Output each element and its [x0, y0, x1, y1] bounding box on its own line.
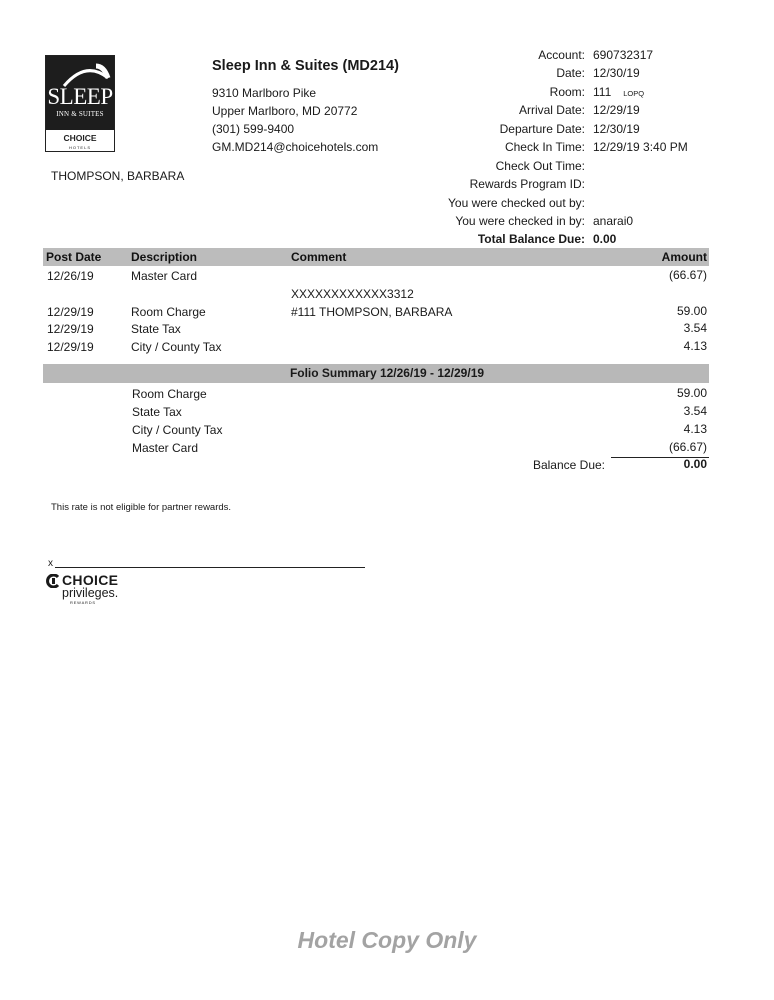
hotel-address-line1: 9310 Marlboro Pike [212, 86, 317, 100]
row-date: 12/29/19 [47, 305, 94, 319]
row-description: State Tax [131, 322, 181, 336]
summary-description: Room Charge [132, 387, 207, 401]
row-description: Master Card [131, 269, 198, 283]
departure-date-label: Departure Date: [499, 122, 585, 136]
arrival-date-label: Arrival Date: [518, 103, 585, 117]
rewards-id-label: Rewards Program ID: [469, 177, 585, 191]
room-type-code: LOPQ [623, 89, 645, 98]
row-date: 12/29/19 [47, 340, 94, 354]
hotel-name: Sleep Inn & Suites (MD214) [212, 58, 399, 74]
logo-choice-text [46, 134, 114, 152]
row-description: City / County Tax [131, 340, 222, 354]
checked-out-by-label: You were checked out by: [448, 196, 585, 210]
guest-name: THOMPSON, BARBARA [51, 169, 185, 183]
logo-brand-text: SLEEP [47, 84, 113, 109]
checked-in-by-label: You were checked in by: [455, 214, 585, 228]
check-in-time-value: 12/29/19 3:40 PM [593, 140, 688, 154]
room-value: 111 [593, 85, 612, 99]
signature-mark: x [48, 558, 53, 569]
choice-logo-text: CHOICE [62, 572, 119, 588]
room-label: Room: [549, 85, 585, 99]
rewards-note: This rate is not eligible for partner rewards. [51, 502, 232, 513]
summary-amount: 59.00 [676, 386, 707, 400]
row-amount: 4.13 [683, 339, 707, 353]
privileges-logo-text: privileges. [62, 586, 119, 600]
logo-dark-panel [46, 56, 114, 130]
col-post-date: Post Date [46, 250, 102, 264]
summary-amount: (66.67) [668, 440, 707, 454]
check-out-time-label: Check Out Time: [495, 159, 585, 173]
check-in-time-label: Check In Time: [504, 140, 585, 154]
logo-sub-text: INN & SUITES [56, 110, 104, 118]
hotel-copy-footer: Hotel Copy Only [297, 927, 477, 953]
summary-amount: 4.13 [683, 422, 707, 436]
row-amount: 59.00 [676, 304, 707, 318]
room-value-group [593, 85, 644, 99]
summary-description: State Tax [132, 405, 182, 419]
arrival-date-value: 12/29/19 [593, 103, 640, 117]
hotel-email: GM.MD214@choicehotels.com [212, 140, 379, 154]
departure-date-value: 12/30/19 [593, 122, 640, 136]
summary-description: City / County Tax [132, 423, 223, 437]
total-balance-label: Total Balance Due: [477, 232, 585, 246]
choice-privileges-logo [46, 572, 146, 612]
date-value: 12/30/19 [593, 66, 640, 80]
col-comment: Comment [291, 250, 347, 264]
date-label: Date: [556, 66, 585, 80]
row-comment: #111 THOMPSON, BARBARA [291, 305, 453, 319]
logo-parent-name: CHOICE [63, 133, 97, 143]
col-description: Description [131, 250, 198, 264]
row-amount: (66.67) [668, 268, 707, 282]
row-description: Room Charge [131, 305, 206, 319]
hotel-phone: (301) 599-9400 [212, 122, 295, 136]
rewards-logo-text: REWARDS [70, 600, 96, 605]
summary-description: Master Card [132, 441, 199, 455]
sleep-inn-logo [45, 55, 115, 152]
balance-due-value: 0.00 [683, 457, 707, 471]
logo-parent-sub: HOTELS [68, 145, 91, 150]
summary-amount: 3.54 [683, 404, 707, 418]
col-amount: Amount [661, 250, 707, 264]
row-date: 12/26/19 [47, 269, 94, 283]
total-balance-value: 0.00 [593, 232, 617, 246]
account-value: 690732317 [593, 48, 654, 62]
checked-in-by-value: anarai0 [593, 214, 634, 228]
row-date: 12/29/19 [47, 322, 94, 336]
folio-summary-title: Folio Summary 12/26/19 - 12/29/19 [289, 366, 485, 380]
row-amount: 3.54 [683, 321, 707, 335]
signature-line [55, 567, 365, 568]
hotel-address-line2: Upper Marlboro, MD 20772 [212, 104, 358, 118]
balance-due-label: Balance Due: [532, 458, 605, 472]
row-comment: XXXXXXXXXXXX3312 [291, 287, 414, 301]
choice-c-icon [46, 574, 60, 588]
account-label: Account: [538, 48, 585, 62]
